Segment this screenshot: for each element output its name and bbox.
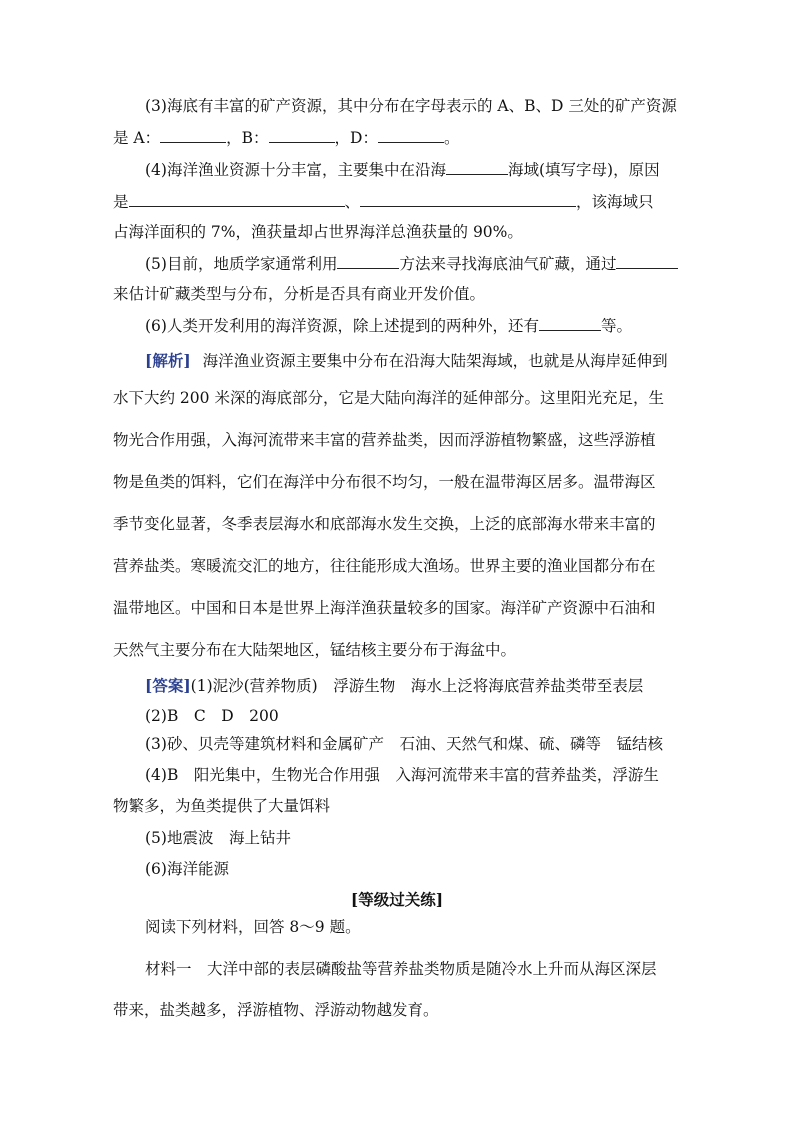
q6-text-a: (6)人类开发利用的海洋资源，除上述提到的两种外，还有: [145, 317, 539, 335]
q6-line1: [145, 315, 681, 337]
q5-line2: 来估计矿藏类型与分布，分析是否具有商业开发价值。: [113, 285, 486, 303]
answer-blank-q6: [539, 315, 601, 331]
answer-5: (5)地震波 海上钻井: [145, 829, 291, 847]
answer-tag: [答案]: [145, 676, 191, 695]
q4-text-b: 海域(填写字母)，原因: [507, 161, 660, 179]
answer-2: (2)B C D 200: [145, 707, 279, 725]
q4-line2: [113, 191, 681, 213]
answer-blank-q5-means: [616, 253, 678, 269]
answer-blank-a: [160, 127, 226, 143]
analysis-line-5: 季节变化显著，冬季表层海水和底部海水发生交换，上泛的底部海水带来丰富的: [113, 515, 656, 533]
analysis-line-6: 营养盐类。寒暖流交汇的地方，往往能形成大渔场。世界主要的渔业国都分布在: [113, 557, 656, 575]
q3-line1: (3)海底有丰富的矿产资源，其中分布在字母表示的 A、B、D 三处的矿产资源: [145, 97, 677, 115]
answer-4-line1: (4)B 阳光集中，生物光合作用强 入海河流带来丰富的营养盐类，浮游生: [145, 766, 659, 784]
q4-sep: 、: [344, 193, 361, 211]
section-intro: 阅读下列材料，回答 8～9 题。: [145, 918, 361, 936]
q3-end: 。: [443, 129, 460, 147]
q5-line1: [145, 253, 681, 275]
answer-line-1: [145, 675, 681, 697]
answer-blank-q4-region: [446, 159, 508, 175]
q3-d-label: ，D：: [334, 129, 378, 147]
answer-1: (1)泥沙(营养物质) 浮游生物 海水上泛将海底营养盐类带至表层: [190, 677, 644, 695]
analysis-text-1: 海洋渔业资源主要集中分布在沿海大陆架海域，也就是从海岸延伸到: [202, 352, 668, 370]
analysis-tag: [解析]: [145, 351, 191, 370]
answer-blank-b: [269, 127, 335, 143]
q4-text-a: (4)海洋渔业资源十分丰富，主要集中在沿海: [145, 161, 446, 179]
q5-text-a: (5)目前，地质学家通常利用: [145, 255, 338, 273]
q3-prefix: 是 A：: [113, 129, 161, 147]
q4-text-d: ，该海域只: [576, 193, 654, 211]
answer-6: (6)海洋能源: [145, 860, 229, 878]
material1-line1: 材料一 大洋中部的表层磷酸盐等营养盐类物质是随冷水上升而从海区深层: [145, 960, 657, 978]
analysis-line-3: 物光合作用强，入海河流带来丰富的营养盐类，因而浮游植物繁盛，这些浮游植: [113, 431, 656, 449]
answer-4-line2: 物繁多，为鱼类提供了大量饵料: [113, 797, 331, 815]
q3-line2: [113, 127, 681, 149]
answer-3: (3)砂、贝壳等建筑材料和金属矿产 石油、天然气和煤、硫、磷等 锰结核: [145, 735, 663, 753]
q5-text-b: 方法来寻找海底油气矿藏，通过: [399, 255, 617, 273]
q6-text-b: 等。: [600, 317, 632, 335]
q4-line3: 占海洋面积的 7%，渔获量却占世界海洋总渔获量的 90%。: [113, 223, 523, 241]
answer-blank-q5-method: [337, 253, 399, 269]
section-title: [等级过关练]: [350, 890, 444, 909]
q4-text-c: 是: [113, 193, 129, 211]
analysis-line-4: 物是鱼类的饵料，它们在海洋中分布很不均匀，一般在温带海区居多。温带海区: [113, 473, 656, 491]
answer-blank-q4-reason1: [129, 191, 345, 207]
q3-b-label: ，B：: [226, 129, 269, 147]
material1-line2: 带来，盐类越多，浮游植物、浮游动物越发育。: [113, 1001, 439, 1019]
answer-blank-d: [378, 127, 444, 143]
analysis-line-7: 温带地区。中国和日本是世界上海洋渔获量较多的国家。海洋矿产资源中石油和: [113, 599, 656, 617]
analysis-line-2: 水下大约 200 米深的海底部分，它是大陆向海洋的延伸部分。这里阳光充足，生: [113, 389, 664, 407]
answer-blank-q4-reason2: [360, 191, 576, 207]
q4-line1: [145, 159, 681, 181]
analysis-line-8: 天然气主要分布在大陆架地区，锰结核主要分布于海盆中。: [113, 641, 517, 659]
analysis-line-1: [145, 350, 681, 372]
